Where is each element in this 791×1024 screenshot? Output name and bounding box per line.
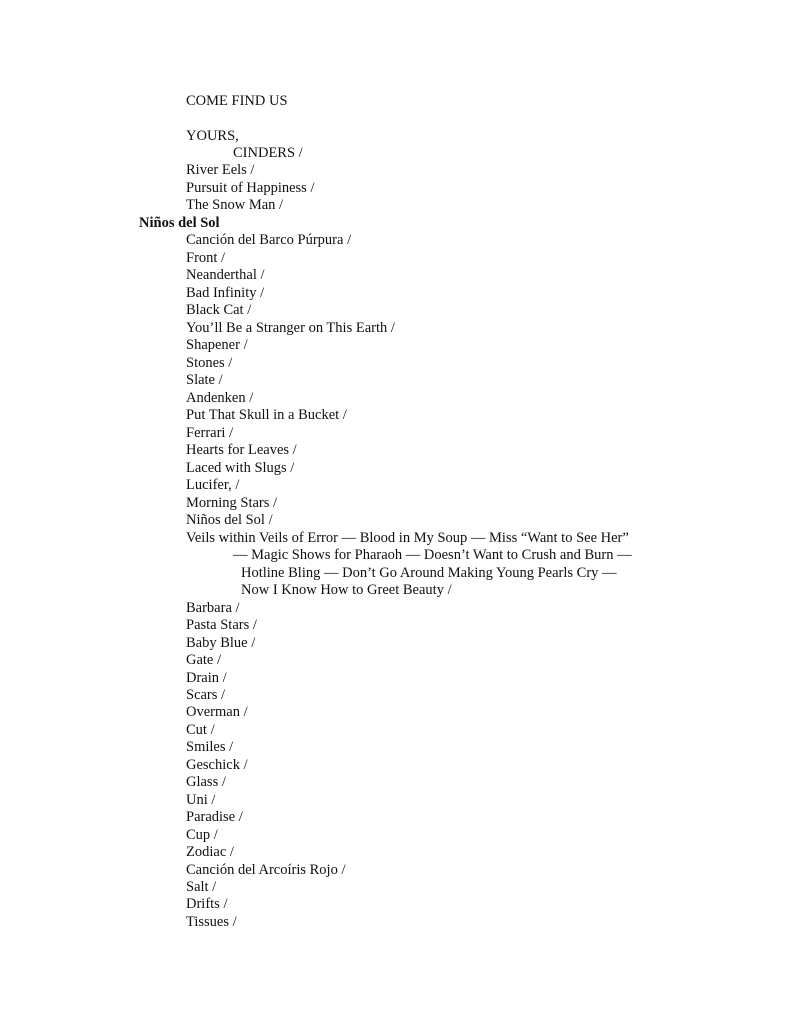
list-item: Front / [186, 250, 226, 266]
list-item: Gate / [186, 652, 222, 668]
list-item: Zodiac / [186, 844, 234, 860]
list-item: Drifts / [186, 896, 228, 912]
list-item: Canción del Barco Púrpura / [186, 232, 352, 248]
list-item: Pursuit of Happiness / [186, 180, 315, 196]
list-item: Cut / [186, 722, 215, 738]
list-item: Niños del Sol / [186, 512, 273, 528]
list-item: Put That Skull in a Bucket / [186, 407, 347, 423]
list-item: Glass / [186, 774, 226, 790]
list-item: Paradise / [186, 809, 243, 825]
list-item: You’ll Be a Stranger on This Earth / [186, 320, 395, 336]
come-find-us-heading: COME FIND US [186, 93, 288, 109]
yours-salutation: YOURS, [186, 128, 239, 144]
veils-line-1: Veils within Veils of Error — Blood in My Soup — Miss “Want to See Her” [186, 530, 629, 546]
list-item: Slate / [186, 372, 223, 388]
list-item: Laced with Slugs / [186, 460, 295, 476]
list-item: Baby Blue / [186, 635, 256, 651]
list-item: Hearts for Leaves / [186, 442, 297, 458]
list-item: Lucifer, / [186, 477, 240, 493]
list-item: Drain / [186, 670, 227, 686]
veils-line-2: — Magic Shows for Pharaoh — Doesn’t Want to Crush and Burn — [233, 547, 632, 563]
list-item: The Snow Man / [186, 197, 284, 213]
veils-line-3: Hotline Bling — Don’t Go Around Making Young Pearls Cry — [241, 565, 617, 581]
veils-line-4: Now I Know How to Greet Beauty / [241, 582, 452, 598]
list-item: Black Cat / [186, 302, 252, 318]
list-item: Stones / [186, 355, 233, 371]
list-item: River Eels / [186, 162, 255, 178]
list-item: Pasta Stars / [186, 617, 257, 633]
list-item: Andenken / [186, 390, 254, 406]
list-item: Shapener / [186, 337, 248, 353]
list-item: Salt / [186, 879, 217, 895]
list-item: Smiles / [186, 739, 234, 755]
list-item: Scars / [186, 687, 226, 703]
cinders-signature: CINDERS / [233, 145, 303, 161]
section-title: Niños del Sol [139, 215, 220, 231]
list-item: Overman / [186, 704, 248, 720]
list-item: Bad Infinity / [186, 285, 265, 301]
list-item: Uni / [186, 792, 216, 808]
list-item: Tissues / [186, 914, 237, 930]
list-item: Cup / [186, 827, 218, 843]
list-item: Barbara / [186, 600, 240, 616]
list-item: Neanderthal / [186, 267, 265, 283]
list-item: Ferrari / [186, 425, 234, 441]
list-item: Canción del Arcoíris Rojo / [186, 862, 346, 878]
list-item: Morning Stars / [186, 495, 278, 511]
list-item: Geschick / [186, 757, 248, 773]
